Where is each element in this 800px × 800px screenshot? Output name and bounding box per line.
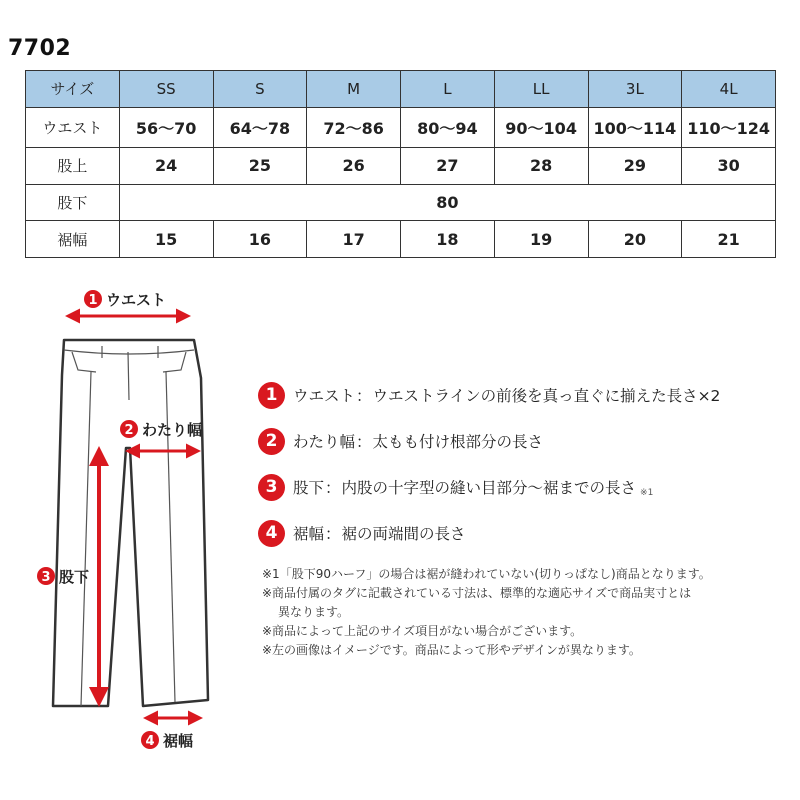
table-cell: 17 — [307, 221, 401, 258]
table-cell: 56〜70 — [119, 107, 213, 147]
legend-badge-2-icon: 2 — [258, 428, 285, 455]
row-label: ウエスト — [26, 107, 120, 147]
table-cell: 18 — [401, 221, 495, 258]
legend-separator: ： — [325, 479, 341, 497]
table-cell: 25 — [213, 147, 307, 184]
table-row-inseam — [26, 184, 776, 221]
legend-item-hem — [258, 518, 788, 548]
legend-desc: 裾の両端間の長さ — [341, 525, 466, 543]
legend-item-inseam — [258, 472, 788, 502]
header-cell: 3L — [588, 71, 682, 108]
note-line: 異なります。 — [278, 605, 350, 619]
size-table-header-row — [26, 71, 776, 108]
row-label: 股上 — [26, 147, 120, 184]
table-cell: 27 — [401, 147, 495, 184]
note-line: ※1「股下90ハーフ」の場合は裾が縫われていない(切りっぱなし)商品となります。 — [262, 567, 711, 581]
table-row-hem — [26, 221, 776, 258]
table-cell: 28 — [494, 147, 588, 184]
hem-label: 裾幅 — [163, 732, 194, 750]
waist-label: ウエスト — [106, 291, 167, 309]
table-cell: 21 — [682, 221, 776, 258]
table-cell: 72〜86 — [307, 107, 401, 147]
legend-separator: ： — [356, 387, 372, 405]
size-table — [25, 70, 776, 258]
row-label: 股下 — [26, 184, 120, 221]
legend-text — [293, 522, 466, 544]
table-row-waist — [26, 107, 776, 147]
legend-text — [293, 384, 720, 406]
legend-badge-4-icon: 4 — [258, 520, 285, 547]
table-cell: 100〜114 — [588, 107, 682, 147]
thigh-label: わたり幅 — [142, 421, 203, 439]
table-cell: 80〜94 — [401, 107, 495, 147]
notes-section — [262, 565, 782, 660]
legend-item-waist — [258, 380, 788, 410]
legend-separator: ： — [356, 433, 372, 451]
table-cell-merged: 80 — [119, 184, 775, 221]
legend-text — [293, 430, 543, 452]
table-cell: 29 — [588, 147, 682, 184]
table-cell: 24 — [119, 147, 213, 184]
pants-diagram — [0, 270, 240, 770]
legend-badge-3-icon: 3 — [258, 474, 285, 501]
legend-term: 裾幅 — [293, 525, 325, 543]
header-cell: L — [401, 71, 495, 108]
table-cell: 15 — [119, 221, 213, 258]
table-row-rise — [26, 147, 776, 184]
note-line: ※商品付属のタグに記載されている寸法は、標準的な適応サイズで商品実寸とは — [262, 586, 692, 600]
table-cell: 30 — [682, 147, 776, 184]
table-cell: 19 — [494, 221, 588, 258]
header-cell: サイズ — [26, 71, 120, 108]
table-cell: 26 — [307, 147, 401, 184]
legend-term: ウエスト — [293, 387, 356, 405]
table-cell: 16 — [213, 221, 307, 258]
legend-desc: 太もも付け根部分の長さ — [372, 433, 544, 451]
table-cell: 110〜124 — [682, 107, 776, 147]
header-cell: M — [307, 71, 401, 108]
header-cell: 4L — [682, 71, 776, 108]
header-cell: LL — [494, 71, 588, 108]
row-label: 裾幅 — [26, 221, 120, 258]
legend-text — [293, 476, 653, 498]
legend-badge-1-icon: 1 — [258, 382, 285, 409]
measurement-legend — [258, 380, 788, 564]
note-line: ※商品によって上記のサイズ項目がない場合がございます。 — [262, 624, 583, 638]
header-cell: SS — [119, 71, 213, 108]
table-cell: 90〜104 — [494, 107, 588, 147]
badge-3-number: 3 — [41, 570, 51, 585]
header-cell: S — [213, 71, 307, 108]
table-cell: 64〜78 — [213, 107, 307, 147]
pants-outline — [53, 340, 208, 706]
legend-item-thigh — [258, 426, 788, 456]
legend-desc: 内股の十字型の縫い目部分〜裾までの長さ — [341, 479, 637, 497]
badge-1-number: 1 — [88, 293, 98, 308]
legend-term: 股下 — [293, 479, 325, 497]
legend-footnote-mark: ※1 — [640, 488, 654, 498]
legend-separator: ： — [325, 525, 341, 543]
table-cell: 20 — [588, 221, 682, 258]
badge-2-number: 2 — [124, 423, 134, 438]
inseam-label: 股下 — [59, 568, 90, 586]
legend-term: わたり幅 — [293, 433, 356, 451]
note-line: ※左の画像はイメージです。商品によって形やデザインが異なります。 — [262, 643, 641, 657]
legend-desc: ウエストラインの前後を真っ直ぐに揃えた長さ×2 — [372, 387, 721, 405]
badge-4-number: 4 — [145, 734, 155, 749]
model-number: 7702 — [8, 36, 72, 61]
